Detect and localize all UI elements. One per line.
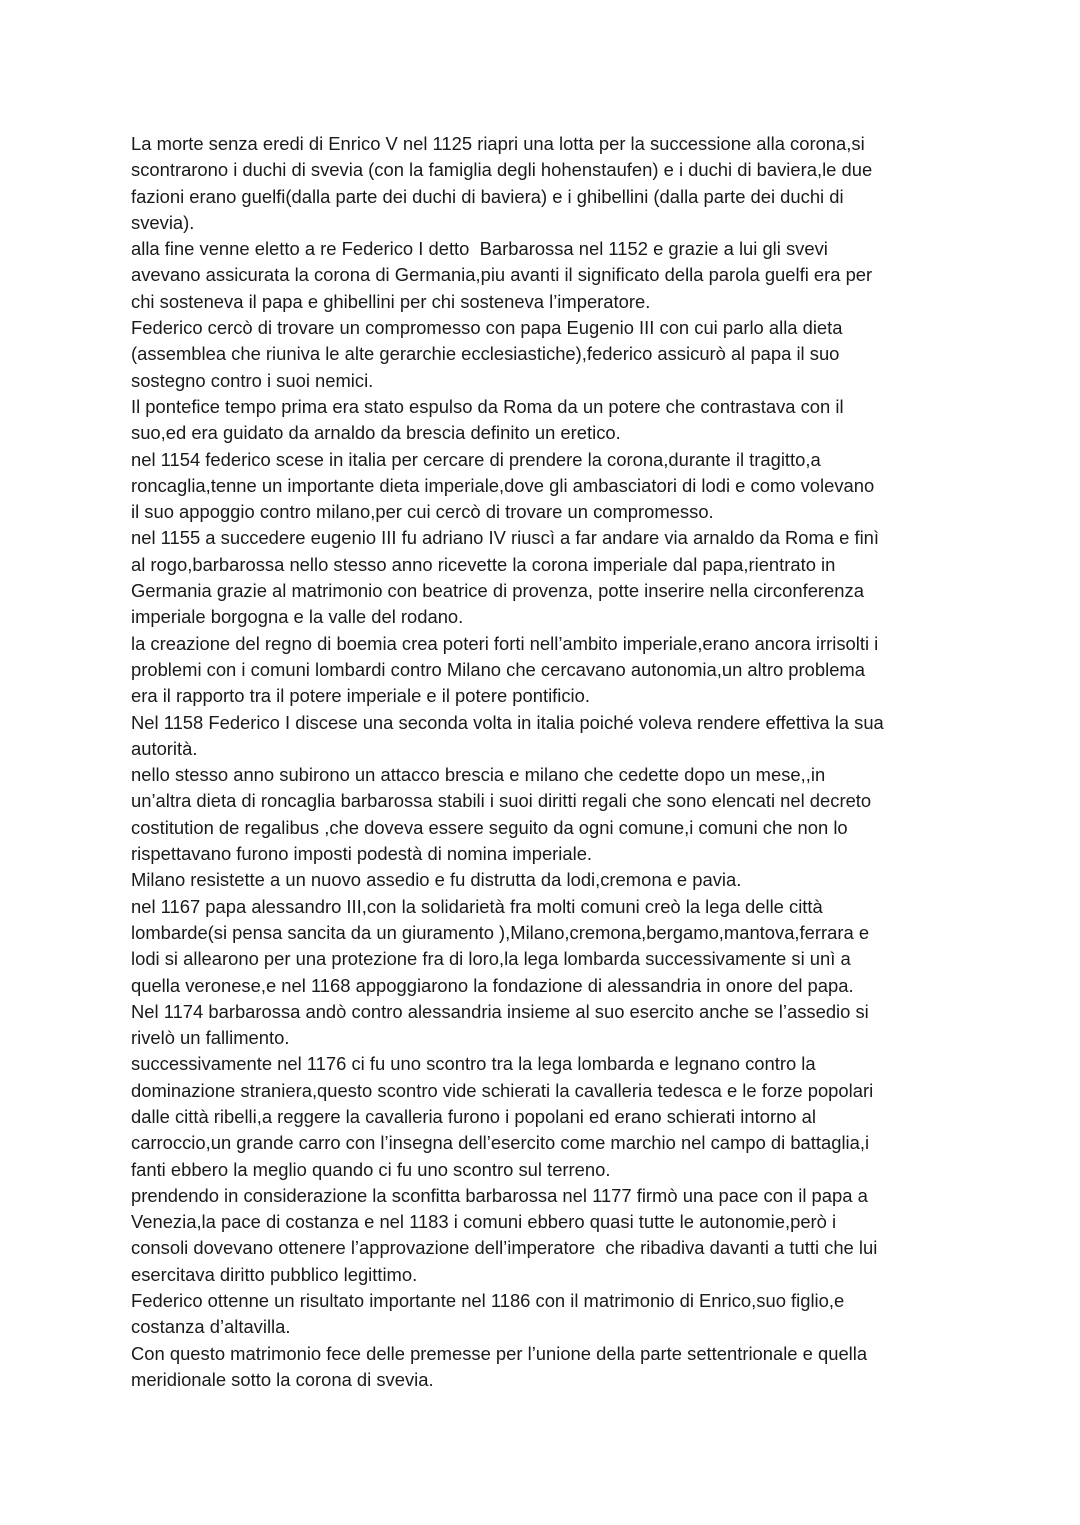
text-line: costitution de regalibus ,che doveva essere seguito da ogni comune,i comuni che non lo (131, 816, 848, 838)
text-line: lombarde(si pensa sancita da un giuramento ),Milano,cremona,bergamo,mantova,ferrara e (131, 921, 870, 943)
text-line: prendendo in considerazione la sconfitta barbarossa nel 1177 firmò una pace con il papa a (131, 1184, 868, 1206)
text-line: sostegno contro i suoi nemici. (131, 369, 374, 391)
paragraph (131, 1051, 961, 1182)
text-line: roncaglia,tenne un importante dieta imperiale,dove gli ambasciatori di lodi e como volevano (131, 474, 875, 496)
text-line: svevia). (131, 211, 195, 233)
text-line: Federico cercò di trovare un compromesso con papa Eugenio III con cui parlo alla dieta (131, 317, 843, 339)
paragraph (131, 894, 961, 999)
text-line: Con questo matrimonio fece delle premesse per l’unione della parte settentrionale e quella (131, 1342, 868, 1364)
document-body (131, 131, 961, 1393)
text-line: nel 1154 federico scese in italia per cercare di prendere la corona,durante il tragitto,a (131, 448, 821, 470)
text-line: suo,ed era guidato da arnaldo da brescia definito un eretico. (131, 422, 621, 444)
text-line: nello stesso anno subirono un attacco brescia e milano che cedette dopo un mese,,in (131, 764, 826, 786)
paragraph (131, 867, 961, 893)
text-line: fanti ebbero la meglio quando ci fu uno scontro sul terreno. (131, 1158, 611, 1180)
text-line: rispettavano furono imposti podestà di nomina imperiale. (131, 843, 593, 865)
text-line: nel 1167 papa alessandro III,con la solidarietà fra molti comuni creò la lega delle città (131, 895, 823, 917)
paragraph (131, 394, 961, 447)
paragraph (131, 447, 961, 526)
text-line: nel 1155 a succedere eugenio III fu adriano IV riuscì a far andare via arnaldo da Roma e finì (131, 527, 880, 549)
text-line: Milano resistette a un nuovo assedio e fu distrutta da lodi,cremona e pavia. (131, 869, 742, 891)
text-line: lodi si allearono per una protezione fra di loro,la lega lombarda successivamente si unì a (131, 948, 851, 970)
paragraph (131, 315, 961, 394)
paragraph (131, 525, 961, 630)
text-line: avevano assicurata la corona di Germania,piu avanti il significato della parola guelfi era per (131, 264, 873, 286)
paragraph (131, 1341, 961, 1394)
paragraph (131, 1183, 961, 1288)
text-line: rivelò un fallimento. (131, 1027, 290, 1049)
text-line: alla fine venne eletto a re Federico I detto Barbarossa nel 1152 e grazie a lui gli svevi (131, 238, 828, 260)
text-line: consoli dovevano ottenere l’approvazione dell’imperatore che ribadiva davanti a tutti che lui (131, 1237, 878, 1259)
text-line: era il rapporto tra il potere imperiale e il potere pontificio. (131, 685, 590, 707)
text-line: Nel 1174 barbarossa andò contro alessandria insieme al suo esercito anche se l’assedio si (131, 1000, 869, 1022)
text-line: problemi con i comuni lombardi contro Milano che cercavano autonomia,un altro problema (131, 658, 865, 680)
paragraph (131, 762, 961, 867)
text-line: autorità. (131, 737, 198, 759)
paragraph (131, 710, 961, 763)
paragraph (131, 131, 961, 236)
text-line: il suo appoggio contro milano,per cui cercò di trovare un compromesso. (131, 501, 714, 523)
paragraph (131, 999, 961, 1052)
text-line: costanza d’altavilla. (131, 1316, 291, 1338)
text-line: meridionale sotto la corona di svevia. (131, 1368, 434, 1390)
text-line: dominazione straniera,questo scontro vide schierati la cavalleria tedesca e le forze popolari (131, 1079, 874, 1101)
text-line: successivamente nel 1176 ci fu uno scontro tra la lega lombarda e legnano contro la (131, 1053, 816, 1075)
text-line: esercitava diritto pubblico legittimo. (131, 1263, 418, 1285)
text-line: Il pontefice tempo prima era stato espulso da Roma da un potere che contrastava con il (131, 395, 844, 417)
text-line: La morte senza eredi di Enrico V nel 1125 riapri una lotta per la successione alla corona,si (131, 133, 865, 154)
text-line: (assemblea che riuniva le alte gerarchie ecclesiastiche),federico assicurò al papa il suo (131, 343, 840, 365)
paragraph (131, 236, 961, 315)
text-line: Germania grazie al matrimonio con beatrice di provenza, potte inserire nella circonferenza (131, 580, 864, 602)
text-line: Venezia,la pace di costanza e nel 1183 i comuni ebbero quasi tutte le autonomie,però i (131, 1211, 837, 1233)
text-line: al rogo,barbarossa nello stesso anno ricevette la corona imperiale dal papa,rientrato in (131, 553, 836, 575)
text-line: scontrarono i duchi di svevia (con la famiglia degli hohenstaufen) e i duchi di baviera,le due (131, 159, 873, 181)
text-line: chi sosteneva il papa e ghibellini per chi sosteneva l’imperatore. (131, 290, 651, 312)
paragraph (131, 1288, 961, 1341)
text-line: un’altra dieta di roncaglia barbarossa stabili i suoi diritti regali che sono elencati nel decreto (131, 790, 872, 812)
text-line: quella veronese,e nel 1168 appoggiarono la fondazione di alessandria in onore del papa. (131, 974, 854, 996)
text-line: Nel 1158 Federico I discese una seconda volta in italia poiché voleva rendere effettiva la sua (131, 711, 884, 733)
text-line: carroccio,un grande carro con l’insegna dell’esercito come marchio nel campo di battaglia,i (131, 1132, 870, 1154)
text-line: dalle città ribelli,a reggere la cavalleria furono i popolani ed erano schierati intorno al (131, 1105, 816, 1127)
text-line: Federico ottenne un risultato importante nel 1186 con il matrimonio di Enrico,suo figlio,e (131, 1290, 845, 1312)
text-line: imperiale borgogna e la valle del rodano. (131, 606, 464, 628)
text-line: la creazione del regno di boemia crea poteri forti nell’ambito imperiale,erano ancora irrisolti i (131, 632, 879, 654)
paragraph (131, 631, 961, 710)
text-line: fazioni erano guelfi(dalla parte dei duchi di baviera) e i ghibellini (dalla parte dei duchi di (131, 185, 844, 207)
